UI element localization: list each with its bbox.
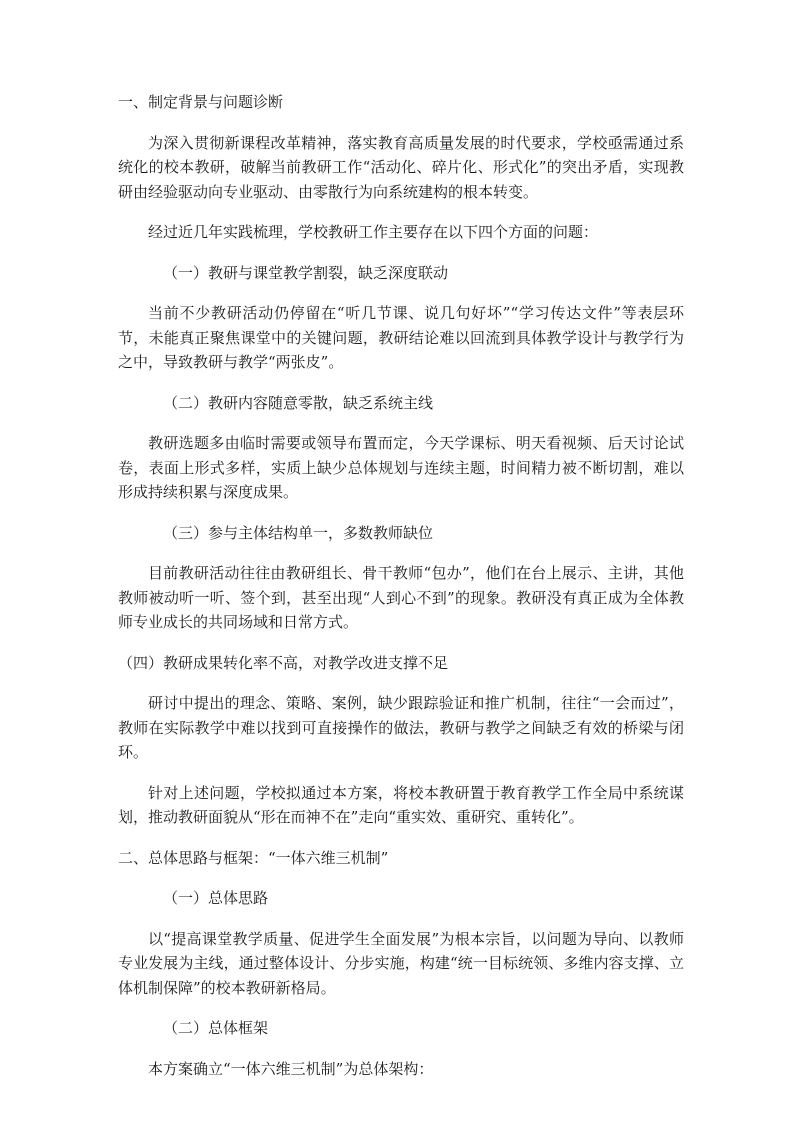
- subheading-problem-4: （四）教研成果转化率不高，对教学改进支撑不足: [118, 653, 449, 672]
- document-page: [118, 90, 684, 1097]
- subheading-problem-3: （三）参与主体结构单一，多数教师缺位: [163, 523, 434, 542]
- subheading-problem-1: （一）教研与课堂教学割裂，缺乏深度联动: [163, 263, 449, 282]
- paragraph-intro: 为深入贯彻新课程改革精神，落实教育高质量发展的时代要求，学校亟需通过系统化的校本教研，破解当前教研工作“活动化、碎片化、形式化”的突出矛盾，实现教研由经验驱动向专业驱动、由零散行为向系统建构的根本转变。: [118, 133, 684, 201]
- section-heading-background: 一、制定背景与问题诊断: [118, 93, 284, 111]
- paragraph-overall-framework: 本方案确立“一体六维三机制”为总体架构：: [148, 1059, 434, 1078]
- subheading-problem-2: （二）教研内容随意零散，缺乏系统主线: [163, 393, 434, 412]
- paragraph-problem-1: 当前不少教研活动仍停留在“听几节课、说几句好坏”“学习传达文件”等表层环节，未能真正聚焦课堂中的关键问题，教研结论难以回流到具体教学设计与教学行为之中，导致教研与教学“两张皮”。: [118, 304, 684, 371]
- subheading-overall-framework: （二）总体框架: [163, 1019, 269, 1037]
- paragraph-response: 针对上述问题，学校拟通过本方案，将校本教研置于教育教学工作全局中系统谋划，推动教研面貌从“形在而神不在”走向“重实效、重研究、重转化”。: [118, 783, 684, 826]
- subheading-overall-idea: （一）总体思路: [163, 889, 269, 907]
- paragraph-overall-idea: 以“提高课堂教学质量、促进学生全面发展”为根本宗旨，以问题为导向、以教师专业发展为主线，通过整体设计、分步实施，构建“统一目标统领、多维内容支撑、立体机制保障”的校本教研新格局。: [118, 929, 684, 997]
- paragraph-problem-4: 研讨中提出的理念、策略、案例，缺少跟踪验证和推广机制，往往“一会而过”，教师在实际教学中难以找到可直接操作的做法，教研与教学之间缺乏有效的桥梁与闭环。: [118, 694, 684, 761]
- section-heading-framework: 二、总体思路与框架：“一体六维三机制”: [118, 848, 389, 867]
- paragraph-problem-3: 目前教研活动往往由教研组长、骨干教师“包办”，他们在台上展示、主讲，其他教师被动听一听、签个到，甚至出现“人到心不到”的现象。教研没有真正成为全体教师专业成长的共同场域和日常方式。: [118, 564, 684, 631]
- paragraph-problem-summary: 经过近几年实践梳理，学校教研工作主要存在以下四个方面的问题：: [148, 223, 599, 241]
- paragraph-problem-2: 教研选题多由临时需要或领导布置而定，今天学课标、明天看视频、后天讨论试卷，表面上形式多样，实质上缺少总体规划与连续主题，时间精力被不断切割，难以形成持续积累与深度成果。: [118, 434, 684, 501]
